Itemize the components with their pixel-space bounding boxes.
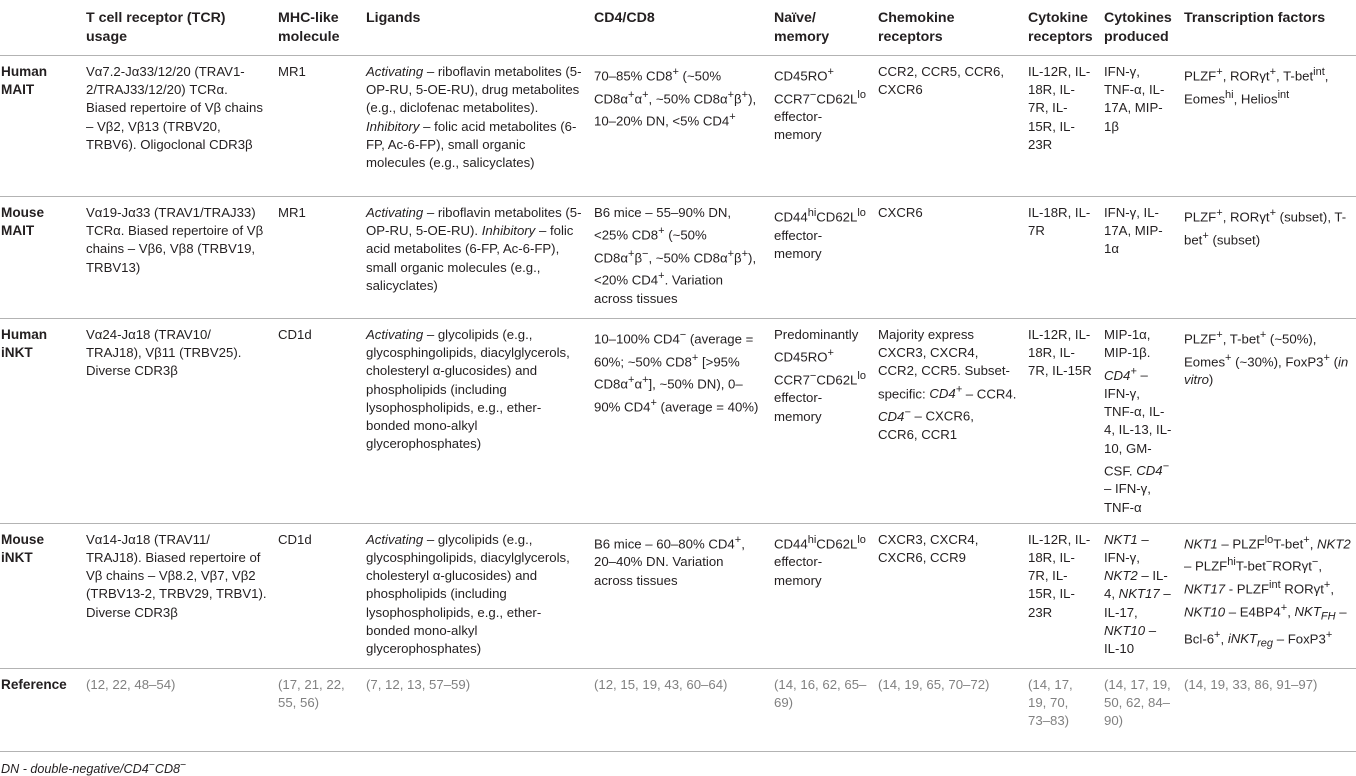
table-cell: CCR2, CCR5, CCR6, CXCR6 bbox=[872, 56, 1022, 197]
reference-cell: (14, 19, 33, 86, 91–97) bbox=[1178, 668, 1356, 751]
table-cell: Majority express CXCR3, CXCR4, CCR2, CCR5. Subset-specific: CD4+ – CCR4. CD4− – CXCR6, CCR6, CCR1 bbox=[872, 319, 1022, 524]
table-cell: IFN-γ, TNF-α, IL-17A, MIP-1β bbox=[1098, 56, 1178, 197]
table-cell: IL-12R, IL-18R, IL-7R, IL-15R, IL-23R bbox=[1022, 56, 1098, 197]
comparison-table bbox=[0, 2, 1356, 752]
table-cell: IFN-γ, IL-17A, MIP-1α bbox=[1098, 197, 1178, 319]
row-label: Human iNKT bbox=[0, 319, 80, 524]
table-cell: PLZF+, RORγt+, T-bet$^{int}$, Eomes$^{hi}$, Helios$^{int}$ bbox=[1178, 56, 1356, 197]
table-cell: MR1 bbox=[272, 56, 360, 197]
table-cell: Predominantly CD45RO+ $CCR7^-CD62L^{lo}$ effector-memory bbox=[768, 319, 872, 524]
reference-cell: (12, 15, 19, 43, 60–64) bbox=[588, 668, 768, 751]
row-label: Human MAIT bbox=[0, 56, 80, 197]
header-row bbox=[0, 2, 1356, 56]
table-cell: PLZF+, RORγt+ (subset), T-bet+ (subset) bbox=[1178, 197, 1356, 319]
table-cell: 10–100% CD4− (average = 60%; ~50% CD8+ [>95% CD8α+α+], ~50% DN), 0–90% CD4+ (average = 40%) bbox=[588, 319, 768, 524]
table-cell: Activating – riboflavin metabolites (5-OP-RU, 5-OE-RU). Inhibitory – folic acid metabolites (6-FP, Ac-6-FP), small organic molecules (e.g., salicyclates) bbox=[360, 197, 588, 319]
table-cell: CD45RO+ $CCR7^-CD62L^{lo}$ effector-memory bbox=[768, 56, 872, 197]
reference-row bbox=[0, 668, 1356, 751]
table-cell: Vα24-Jα18 (TRAV10/ TRAJ18), Vβ11 (TRBV25). Diverse CDR3β bbox=[80, 319, 272, 524]
table-cell: B6 mice – 60–80% CD4+, 20–40% DN. Variation across tissues bbox=[588, 523, 768, 668]
column-header: CD4/CD8 bbox=[588, 2, 768, 56]
table-cell: MR1 bbox=[272, 197, 360, 319]
table-cell: CXCR6 bbox=[872, 197, 1022, 319]
column-header: Chemokine receptors bbox=[872, 2, 1022, 56]
table-cell: $NKT1 - PLZF^{lo}T-bet^+$, $NKT2 - PLZF^{hi}T-bet^-ROR\gamma t^-$, $NKT17 - PLZF^{int}$ RORγt+, NKT10 – E4BP4+, $NKT_{FH} - Bcl-6^+$, iNKT$_{reg}$ – FoxP3+ bbox=[1178, 523, 1356, 668]
table-cell: CXCR3, CXCR4, CXCR6, CCR9 bbox=[872, 523, 1022, 668]
reference-cell: (14, 17, 19, 50, 62, 84–90) bbox=[1098, 668, 1178, 751]
table-cell: Activating – glycolipids (e.g., glycosphingolipids, diacylglycerols, cholesteryl α-glucosides) and phospholipids (including lysophospholipids, e.g., ether-bonded mono-alkyl glycerophosphates) bbox=[360, 319, 588, 524]
table-row bbox=[0, 197, 1356, 319]
row-label: Reference bbox=[0, 668, 80, 751]
table-cell: Vα19-Jα33 (TRAV1/TRAJ33) TCRα. Biased repertoire of Vβ chains – Vβ6, Vβ8 (TRBV19, TRBV13) bbox=[80, 197, 272, 319]
table-cell: CD1d bbox=[272, 523, 360, 668]
table-cell: $CD44^{hi}CD62L^{lo}$ effector-memory bbox=[768, 197, 872, 319]
reference-cell: (17, 21, 22, 55, 56) bbox=[272, 668, 360, 751]
column-header: Naïve/ memory bbox=[768, 2, 872, 56]
table-cell: Vα14-Jα18 (TRAV11/ TRAJ18). Biased repertoire of Vβ chains – Vβ8.2, Vβ7, Vβ2 (TRBV13-2, TRBV29, TRBV1). Diverse CDR3β bbox=[80, 523, 272, 668]
column-header bbox=[0, 2, 80, 56]
reference-cell: (14, 16, 62, 65–69) bbox=[768, 668, 872, 751]
reference-cell: (12, 22, 48–54) bbox=[80, 668, 272, 751]
reference-cell: (14, 17, 19, 70, 73–83) bbox=[1022, 668, 1098, 751]
table-cell: 70–85% CD8+ (~50% CD8α+α+, ~50% CD8α+β+), 10–20% DN, <5% CD4+ bbox=[588, 56, 768, 197]
column-header: Cytokine receptors bbox=[1022, 2, 1098, 56]
table-row bbox=[0, 523, 1356, 668]
table-row bbox=[0, 56, 1356, 197]
table-cell: IL-18R, IL-7R bbox=[1022, 197, 1098, 319]
table-cell: Activating – riboflavin metabolites (5-OP-RU, 5-OE-RU), drug metabolites (e.g., diclofenac metabolites). Inhibitory – folic acid metabolites (6-FP, Ac-6-FP), small organic molecules (e.g., salicyclates) bbox=[360, 56, 588, 197]
column-header: MHC-like molecule bbox=[272, 2, 360, 56]
column-header: Cytokines produced bbox=[1098, 2, 1178, 56]
reference-cell: (7, 12, 13, 57–59) bbox=[360, 668, 588, 751]
row-label: Mouse iNKT bbox=[0, 523, 80, 668]
table-cell: MIP-1α, MIP-1β. CD4+ – IFN-γ, TNF-α, IL-4, IL-13, IL-10, GM-CSF. CD4− – IFN-γ, TNF-α bbox=[1098, 319, 1178, 524]
column-header: Ligands bbox=[360, 2, 588, 56]
table-cell: $CD44^{hi}CD62L^{lo}$ effector-memory bbox=[768, 523, 872, 668]
table-row bbox=[0, 319, 1356, 524]
table-footnote: DN - double-negative/CD4−CD8− bbox=[1, 758, 187, 776]
table-cell: Activating – glycolipids (e.g., glycosphingolipids, diacylglycerols, cholesteryl α-glucosides) and phospholipids (including lysophospholipids, e.g., ether-bonded mono-alkyl glycerophosphates) bbox=[360, 523, 588, 668]
table-cell: IL-12R, IL-18R, IL-7R, IL-15R bbox=[1022, 319, 1098, 524]
reference-cell: (14, 19, 65, 70–72) bbox=[872, 668, 1022, 751]
table-cell: B6 mice – 55–90% DN, <25% CD8+ (~50% CD8α+β−, ~50% CD8α+β+), <20% CD4+. Variation across tissues bbox=[588, 197, 768, 319]
table-cell: CD1d bbox=[272, 319, 360, 524]
table-cell: NKT1 – IFN-γ, NKT2 – IL-4, NKT17 – IL-17, NKT10 – IL-10 bbox=[1098, 523, 1178, 668]
column-header: T cell receptor (TCR) usage bbox=[80, 2, 272, 56]
row-label: Mouse MAIT bbox=[0, 197, 80, 319]
column-header: Transcription factors bbox=[1178, 2, 1356, 56]
table-cell: Vα7.2-Jα33/12/20 (TRAV1-2/TRAJ33/12/20) TCRα. Biased repertoire of Vβ chains – Vβ2, Vβ13 (TRBV20, TRBV6). Oligoclonal CDR3β bbox=[80, 56, 272, 197]
table-cell: IL-12R, IL-18R, IL-7R, IL-15R, IL-23R bbox=[1022, 523, 1098, 668]
table-cell: PLZF+, T-bet+ (~50%), Eomes+ (~30%), FoxP3+ (in vitro) bbox=[1178, 319, 1356, 524]
